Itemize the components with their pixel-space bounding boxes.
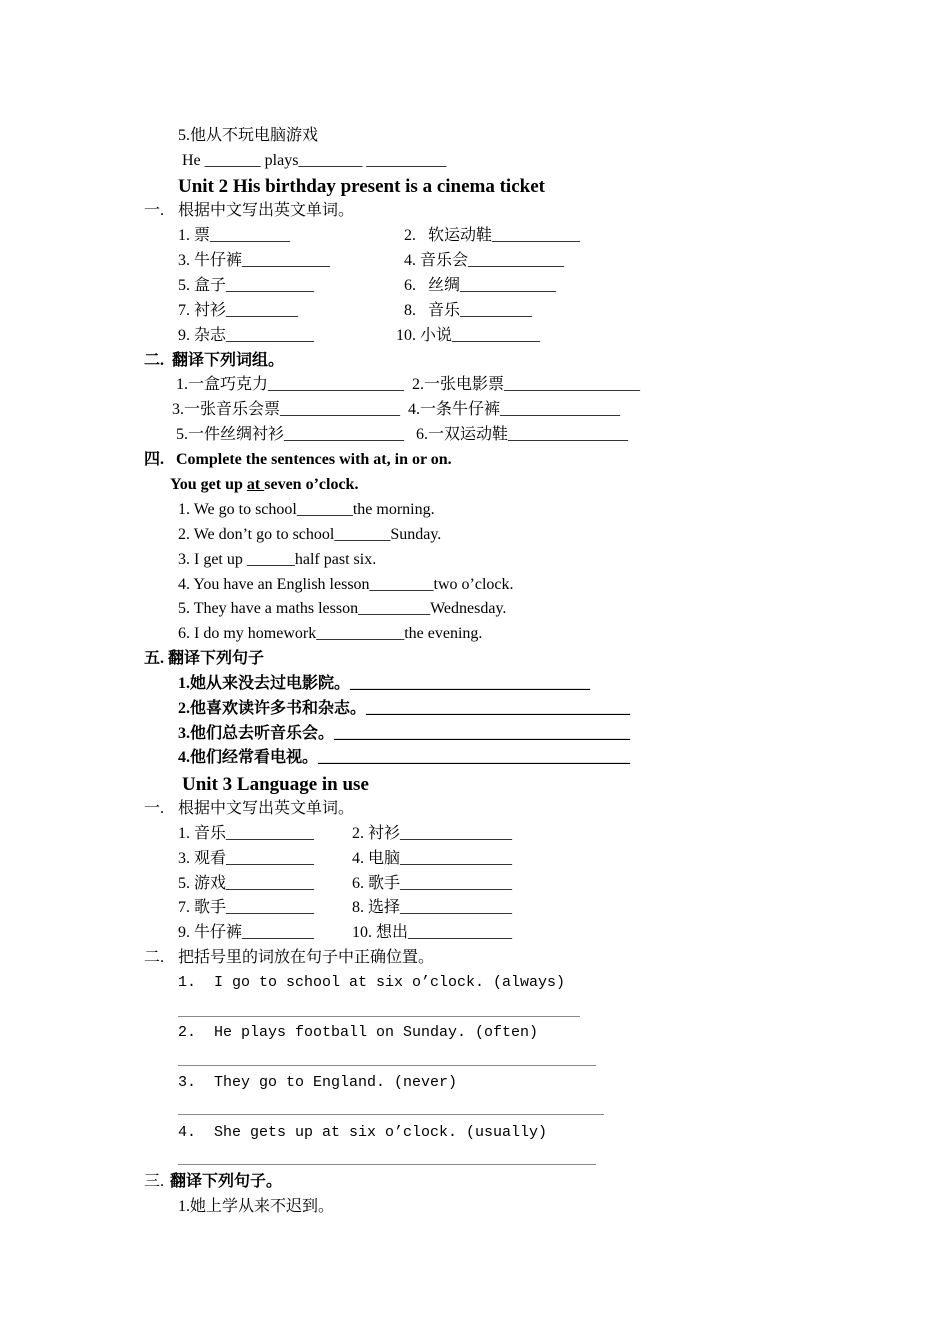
question-5-answer-line: He _______ plays________ __________	[178, 152, 447, 169]
unit2-translate-item: 1.她从来没去过电影院。______________________________	[178, 675, 591, 692]
unit2-s5-heading: 五. 翻译下列句子	[144, 650, 265, 667]
unit3-rewrite-item: 4. She gets up at six o’clock. (usually)	[178, 1124, 548, 1141]
unit2-s4-heading: 四. Complete the sentences with at, in or on.	[144, 451, 452, 468]
unit2-phrase-row: 5.一件丝绸衬衫_______________ 6.一双运动鞋_______________	[176, 426, 629, 443]
unit2-s4-example: You get up at seven o’clock.	[170, 476, 359, 493]
unit3-word-item: 1. 音乐___________	[178, 825, 315, 842]
unit2-word-item: 4. 音乐会____________	[404, 252, 565, 269]
answer-line	[178, 1114, 604, 1115]
unit3-word-item: 7. 歌手___________	[178, 899, 315, 916]
unit2-preposition-item: 3. I get up ______half past six.	[178, 551, 377, 568]
unit3-word-item: 2. 衬衫______________	[352, 825, 513, 842]
unit2-preposition-item: 4. You have an English lesson________two o’clock.	[178, 576, 514, 593]
unit3-word-item: 4. 电脑______________	[352, 850, 513, 867]
unit2-preposition-item: 5. They have a maths lesson_________Wednesday.	[178, 600, 507, 617]
unit3-s2-heading: 把括号里的词放在句子中正确位置。	[178, 949, 435, 966]
unit2-word-item: 3. 牛仔裤___________	[178, 252, 331, 269]
unit3-word-item: 5. 游戏___________	[178, 875, 315, 892]
example-answer: at	[246, 476, 265, 493]
question-5: 5.他从不玩电脑游戏	[178, 127, 319, 144]
unit3-s2-number: 二.	[144, 949, 165, 966]
unit3-word-item: 3. 观看___________	[178, 850, 315, 867]
unit2-word-item: 5. 盒子___________	[178, 277, 315, 294]
unit2-translate-item: 3.他们总去听音乐会。_____________________________________	[178, 725, 631, 742]
answer-line	[178, 1164, 596, 1165]
unit2-preposition-item: 2. We don’t go to school_______Sunday.	[178, 526, 442, 543]
unit2-s2-heading: 二. 翻译下列词组。	[144, 352, 285, 369]
unit3-rewrite-item: 3. They go to England. (never)	[178, 1074, 458, 1091]
unit2-word-item: 2. 软运动鞋___________	[404, 227, 581, 244]
unit3-title: Unit 3 Language in use	[182, 774, 369, 795]
unit3-word-item: 6. 歌手______________	[352, 875, 513, 892]
unit2-title: Unit 2 His birthday present is a cinema ticket	[178, 176, 545, 197]
unit3-word-item: 10. 想出_____________	[352, 924, 513, 941]
unit3-rewrite-item: 2. He plays football on Sunday. (often)	[178, 1024, 539, 1041]
unit2-translate-item: 2.他喜欢读许多书和杂志。_________________________________	[178, 700, 631, 717]
unit2-preposition-item: 1. We go to school_______the morning.	[178, 501, 435, 518]
unit2-word-item: 7. 衬衫_________	[178, 302, 299, 319]
unit3-translate-item: 1.她上学从来不迟到。	[178, 1198, 335, 1215]
unit2-word-item: 9. 杂志___________	[178, 327, 315, 344]
unit2-word-item: 8. 音乐_________	[404, 302, 533, 319]
unit2-s1-number: 一.	[144, 202, 165, 219]
answer-line	[178, 1065, 596, 1066]
unit2-word-item: 6. 丝绸____________	[404, 277, 557, 294]
unit3-s3-heading: 翻译下列句子。	[170, 1173, 283, 1190]
unit3-s1-number: 一.	[144, 800, 165, 817]
unit2-s1-heading: 根据中文写出英文单词。	[178, 202, 355, 219]
unit2-phrase-row: 3.一张音乐会票_______________ 4.一条牛仔裤_______________	[172, 401, 621, 418]
unit3-rewrite-item: 1. I go to school at six o’clock. (always)	[178, 974, 566, 991]
unit2-translate-item: 4.他们经常看电视。_______________________________________	[178, 749, 631, 766]
unit3-s3-number: 三.	[144, 1173, 165, 1190]
answer-line	[178, 1016, 580, 1017]
unit3-s1-heading: 根据中文写出英文单词。	[178, 800, 355, 817]
unit3-word-item: 9. 牛仔裤_________	[178, 924, 315, 941]
unit2-preposition-item: 6. I do my homework___________the evening.	[178, 625, 483, 642]
unit2-phrase-row: 1.一盒巧克力_________________ 2.一张电影票_________________	[176, 376, 641, 393]
unit3-word-item: 8. 选择______________	[352, 899, 513, 916]
unit2-word-item: 10. 小说___________	[396, 327, 541, 344]
unit2-word-item: 1. 票__________	[178, 227, 291, 244]
